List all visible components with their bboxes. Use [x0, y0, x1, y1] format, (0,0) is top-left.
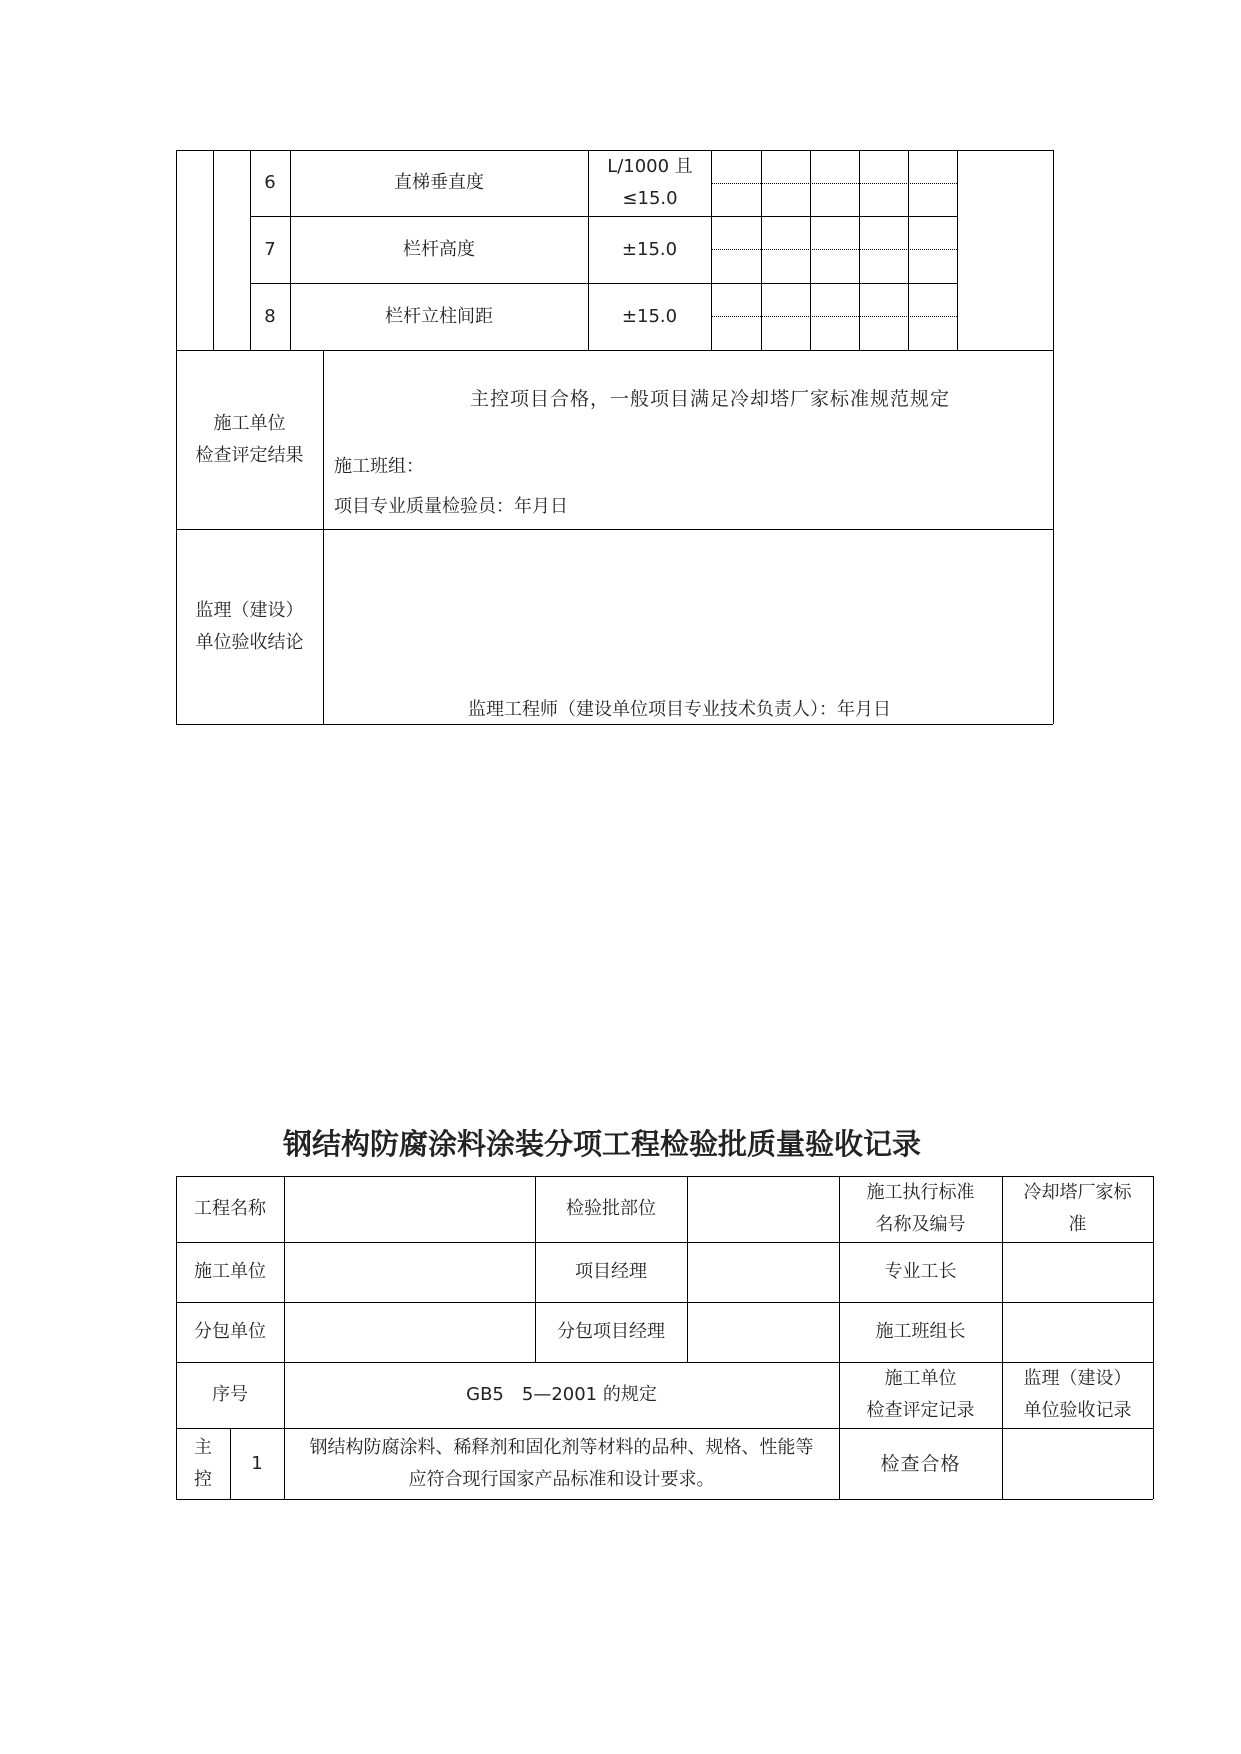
- project-manager-label: 项目经理: [575, 1261, 647, 1282]
- row-7-item: 栏杆高度: [403, 238, 475, 260]
- main-control-label-line2: 控: [194, 1468, 212, 1490]
- standard-label-line2: 名称及编号: [875, 1214, 966, 1235]
- evaluation-record-label-line2: 检查评定记录: [866, 1400, 975, 1421]
- subcontractor-value[interactable]: [284, 1302, 535, 1362]
- acceptance-record-label-line2: 单位验收记录: [1023, 1400, 1132, 1421]
- construction-result-label-line1: 施工单位: [213, 412, 286, 434]
- construction-unit-value[interactable]: [284, 1242, 535, 1302]
- row-7-tolerance: ±15.0: [621, 238, 678, 260]
- foreman-label: 专业工长: [884, 1261, 957, 1282]
- project-name-value[interactable]: [284, 1176, 535, 1242]
- inspection-part-value[interactable]: [687, 1176, 839, 1242]
- foreman-value[interactable]: [1002, 1242, 1153, 1302]
- row-8-tolerance: ±15.0: [621, 305, 678, 327]
- quality-inspector: 项目专业质量检验员：年月日: [334, 496, 568, 517]
- spec-label: GB5 5—2001 的规定: [466, 1384, 657, 1405]
- supervision-label-line1: 监理（建设）: [195, 599, 304, 621]
- construction-conclusion: 主控项目合格，一般项目满足冷却塔厂家标准规范规定: [470, 388, 951, 410]
- team-leader-label: 施工班组长: [875, 1321, 966, 1342]
- item-1-number: 1: [251, 1452, 263, 1474]
- subcontractor-label: 分包单位: [194, 1321, 266, 1342]
- item-1-result: 检查合格: [880, 1452, 961, 1475]
- supervision-signature: 监理工程师（建设单位项目专业技术负责人）：年月日: [468, 699, 891, 720]
- sub-manager-label: 分包项目经理: [557, 1321, 665, 1342]
- standard-value-line1: 冷却塔厂家标: [1023, 1182, 1132, 1203]
- item-1-requirement: [284, 1428, 839, 1499]
- project-manager-value[interactable]: [687, 1242, 839, 1302]
- sub-manager-value[interactable]: [687, 1302, 839, 1362]
- team-leader-value[interactable]: [1002, 1302, 1153, 1362]
- standard-label-line1: 施工执行标准: [866, 1182, 975, 1203]
- row-6-tolerance: L/1000 且≤15.0: [607, 156, 693, 209]
- project-name-label: 工程名称: [194, 1198, 266, 1219]
- form-title: 钢结构防腐涂料涂装分项工程检验批质量验收记录: [282, 1127, 921, 1161]
- row-6-item: 直梯垂直度: [394, 172, 484, 193]
- main-control-label: [176, 1428, 230, 1499]
- item-1-requirement-line2: 应符合现行国家产品标准和设计要求。: [408, 1468, 715, 1490]
- acceptance-record-label: [1002, 1362, 1153, 1428]
- construction-team: 施工班组：: [334, 456, 424, 477]
- construction-result-label-line2: 检查评定结果: [195, 444, 304, 466]
- supervision-label: [176, 529, 323, 724]
- item-1-requirement-line1: 钢结构防腐涂料、稀释剂和固化剂等材料的品种、规格、性能等: [309, 1436, 814, 1458]
- row-8-number: 8: [264, 305, 276, 327]
- item-1-acceptance[interactable]: [1002, 1428, 1153, 1499]
- supervision-label-line2: 单位验收结论: [195, 631, 304, 653]
- evaluation-record-label-line1: 施工单位: [884, 1368, 957, 1389]
- acceptance-record-label-line1: 监理（建设）: [1023, 1368, 1132, 1389]
- row-7-number: 7: [264, 238, 276, 260]
- inspection-part-label: 检验批部位: [566, 1198, 656, 1219]
- main-control-label-line1: 主: [194, 1436, 212, 1458]
- evaluation-record-label: [839, 1362, 1002, 1428]
- construction-result-label: [176, 350, 323, 529]
- standard-value: [1002, 1176, 1153, 1242]
- standard-value-line2: 准: [1068, 1214, 1087, 1235]
- standard-label: [839, 1176, 1002, 1242]
- row-6-number: 6: [264, 172, 276, 193]
- construction-unit-label: 施工单位: [194, 1261, 266, 1282]
- row-8-item: 栏杆立柱间距: [385, 305, 493, 327]
- sequence-label: 序号: [212, 1384, 248, 1405]
